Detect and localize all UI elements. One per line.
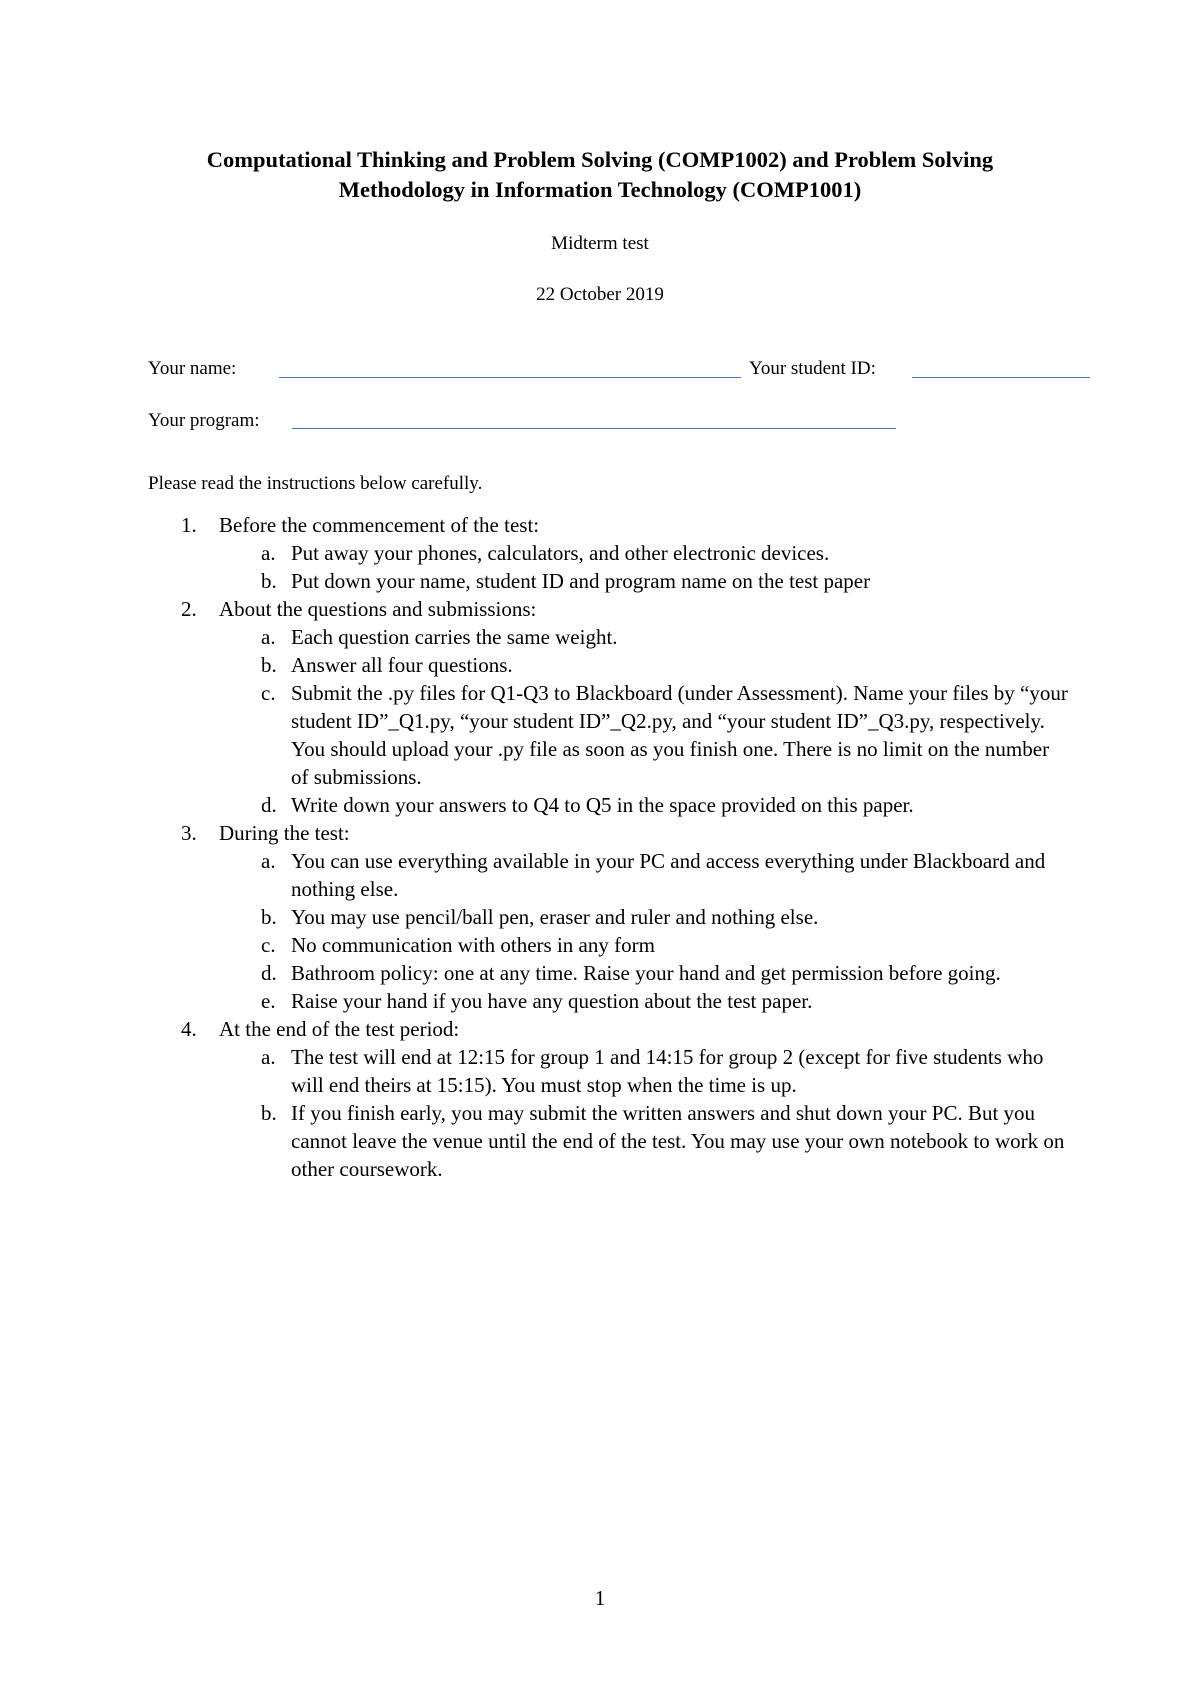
sub-item (219, 1099, 1068, 1183)
list-item (148, 819, 1068, 1015)
sub-item-text: No communication with others in any form (291, 933, 655, 957)
sub-item (219, 987, 1068, 1015)
sub-item-letter: d. (261, 961, 277, 985)
sub-item-letter: a. (261, 541, 276, 565)
instruction-list (148, 511, 1068, 1183)
sub-item-letter: b. (261, 653, 277, 677)
program-label: Your program: (148, 410, 260, 431)
sub-item (219, 623, 1068, 651)
item-number: 2. (181, 597, 197, 621)
sub-item-text: Answer all four questions. (291, 653, 513, 677)
list-item (148, 595, 1068, 819)
name-underline[interactable] (279, 377, 741, 378)
sub-item-text: Write down your answers to Q4 to Q5 in the space provided on this paper. (291, 793, 914, 817)
sub-item-text: The test will end at 12:15 for group 1 and 14:15 for group 2 (except for five students who will end theirs at 15:15). You must stop when the time is up. (291, 1045, 1044, 1097)
sub-item-text: Put away your phones, calculators, and other electronic devices. (291, 541, 830, 565)
sub-item (219, 959, 1068, 987)
item-number: 3. (181, 821, 197, 845)
sub-item (219, 1043, 1068, 1099)
sub-item-letter: b. (261, 905, 277, 929)
sub-item-text: Submit the .py files for Q1-Q3 to Blackboard (under Assessment). Name your files by “your student ID”_Q1.py, “your student ID”_Q2.py, and “your student ID”_Q3.py, respectively. You should upload your .py file as soon as you finish one. There is no limit on the number of submissions. (291, 681, 1068, 789)
sub-item (219, 539, 1068, 567)
document-title (0, 145, 1200, 205)
sub-item-letter: b. (261, 1101, 277, 1125)
page-number: 1 (594, 1586, 606, 1610)
sub-item (219, 791, 1068, 819)
list-item (148, 1015, 1068, 1183)
sub-item-letter: b. (261, 569, 277, 593)
item-text: Before the commencement of the test: (219, 513, 540, 537)
name-label: Your name: (148, 358, 237, 379)
sub-item (219, 651, 1068, 679)
sub-item (219, 567, 1068, 595)
test-name: Midterm test (551, 233, 649, 254)
sub-item-letter: e. (261, 989, 276, 1013)
item-text: During the test: (219, 821, 350, 845)
sub-item (219, 931, 1068, 959)
sub-item-text: Bathroom policy: one at any time. Raise your hand and get permission before going. (291, 961, 1001, 985)
sub-item-letter: d. (261, 793, 277, 817)
list-item (148, 511, 1068, 595)
sub-item-letter: c. (261, 681, 276, 705)
item-text: About the questions and submissions: (219, 597, 537, 621)
sub-item (219, 679, 1068, 791)
sub-item-text: Put down your name, student ID and program name on the test paper (291, 569, 871, 593)
sub-item-text: Raise your hand if you have any question about the test paper. (291, 989, 813, 1013)
sub-item-text: Each question carries the same weight. (291, 625, 618, 649)
item-number: 4. (181, 1017, 197, 1041)
item-number: 1. (181, 513, 197, 537)
sub-item-letter: a. (261, 849, 276, 873)
sub-item-text: If you finish early, you may submit the written answers and shut down your PC. But you cannot leave the venue until the end of the test. You may use your own notebook to work on other coursework. (291, 1101, 1065, 1181)
title-line-1: Computational Thinking and Problem Solving (COMP1002) and Problem Solving (206, 147, 994, 172)
instructions-intro: Please read the instructions below carefully. (148, 473, 483, 494)
sub-item-letter: a. (261, 1045, 276, 1069)
student-id-underline[interactable] (912, 377, 1090, 378)
sub-item (219, 903, 1068, 931)
sub-item-text: You can use everything available in your PC and access everything under Blackboard and nothing else. (291, 849, 1046, 901)
sub-item-letter: c. (261, 933, 276, 957)
sub-item (219, 847, 1068, 903)
sub-item-letter: a. (261, 625, 276, 649)
title-line-2: Methodology in Information Technology (COMP1001) (338, 177, 862, 202)
program-underline[interactable] (292, 428, 896, 429)
item-text: At the end of the test period: (219, 1017, 460, 1041)
student-id-label: Your student ID: (749, 358, 876, 379)
sub-item-text: You may use pencil/ball pen, eraser and ruler and nothing else. (291, 905, 819, 929)
test-date: 22 October 2019 (536, 284, 664, 305)
